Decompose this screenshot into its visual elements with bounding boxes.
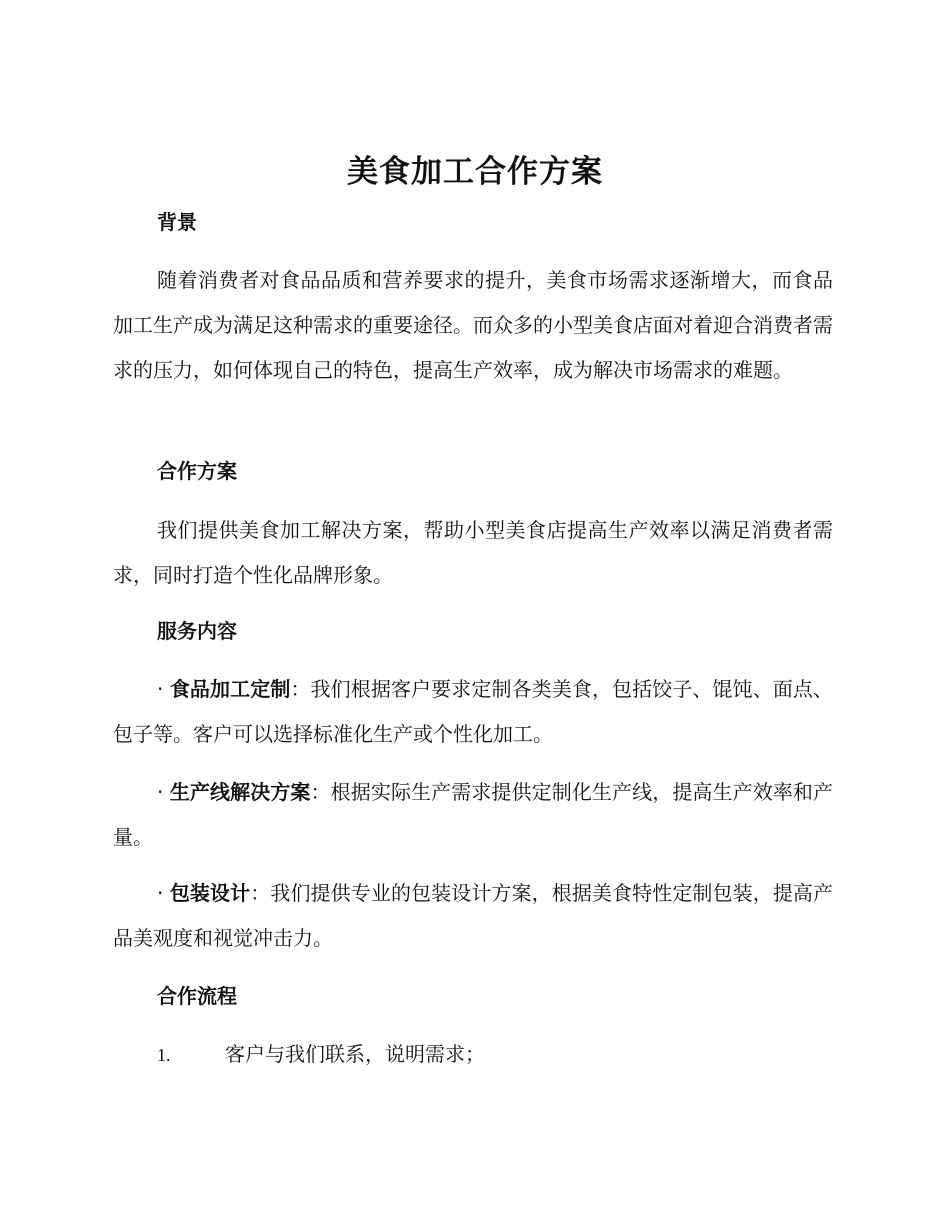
process-step <box>157 1040 485 1069</box>
bullet-marker: · <box>157 677 170 701</box>
service-item-label: 食品加工定制 <box>169 677 291 701</box>
bullet-marker: · <box>157 780 170 804</box>
step-text: 客户与我们联系，说明需求； <box>225 1042 485 1066</box>
separator: ： <box>250 881 271 905</box>
service-item-production-line <box>113 770 833 860</box>
service-item-text: 我们根据客户要求定制各类美食，包括饺子、馄饨、面点、包子等。客户可以选择标准化生产或个性化加工。 <box>113 677 834 746</box>
service-item-text: 我们提供专业的包装设计方案，根据美食特性定制包装，提高产品美观度和视觉冲击力。 <box>113 881 834 950</box>
step-number: 1. <box>157 1045 171 1065</box>
service-item-food-processing <box>113 667 833 757</box>
section-heading-cooperation-plan: 合作方案 <box>157 459 237 483</box>
section-heading-process: 合作流程 <box>157 984 237 1008</box>
cooperation-plan-paragraph: 我们提供美食加工解决方案，帮助小型美食店提高生产效率以满足消费者需求，同时打造个性化品牌形象。 <box>113 518 833 587</box>
service-item-text: 根据实际生产需求提供定制化生产线，提高生产效率和产量。 <box>113 780 834 849</box>
separator: ： <box>310 780 331 804</box>
bullet-marker: · <box>157 881 170 905</box>
service-item-packaging <box>113 871 833 961</box>
section-heading-services: 服务内容 <box>157 619 237 643</box>
background-paragraph: 随着消费者对食品品质和营养要求的提升，美食市场需求逐渐增大，而食品加工生产成为满足这种需求的重要途径。而众多的小型美食店面对着迎合消费者需求的压力，如何体现自己的特色，提高生产效率，成为解决市场需求的难题。 <box>113 268 833 382</box>
section-heading-background: 背景 <box>157 210 197 234</box>
document-title: 美食加工合作方案 <box>347 154 603 190</box>
separator: ： <box>290 677 311 701</box>
service-item-label: 生产线解决方案 <box>169 780 311 804</box>
service-item-label: 包装设计 <box>169 881 251 905</box>
